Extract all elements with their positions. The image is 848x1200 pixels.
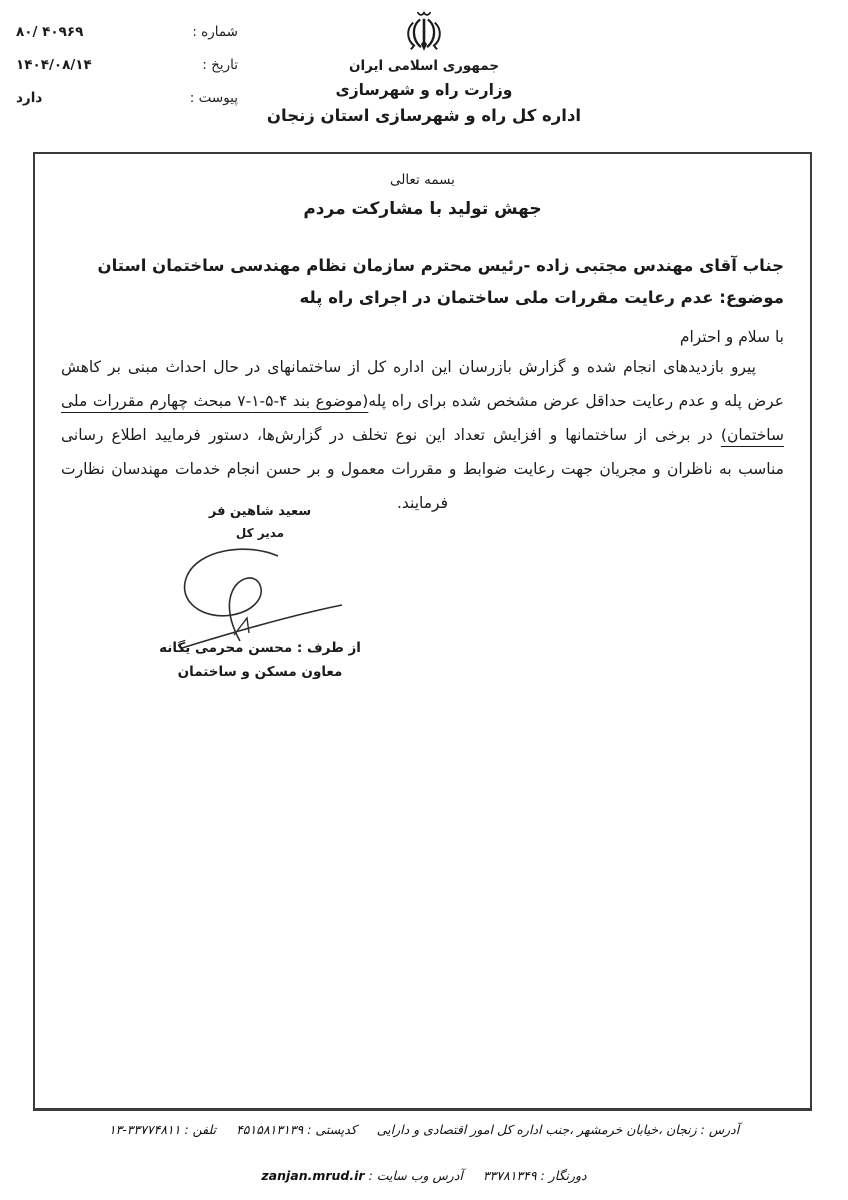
footer-website-url: zanjan.mrud.ir bbox=[261, 1168, 365, 1183]
salutation-line: با سلام و احترام bbox=[679, 328, 784, 346]
paragraph-text-after: در برخی از ساختمانها و افزایش تعداد این نوع تخلف در گزارش‌ها، دستور فرمایید اطلاع رسانی مناسب به ناظران و مجریان جهت رعایت ضوابط و مقررات معمول و بر حسن انجام خدمات مهندسان نظارت فرمایند. bbox=[61, 426, 784, 513]
letter-number-label: شماره : bbox=[192, 24, 238, 40]
footer-fax-label: دورنگار : bbox=[540, 1168, 587, 1183]
signature-block bbox=[135, 504, 385, 680]
letter-attachment-label: پیوست : bbox=[189, 90, 238, 106]
deputy-title: معاون مسکن و ساختمان bbox=[177, 664, 343, 680]
letterhead bbox=[0, 6, 848, 125]
signer-name: سعید شاهین فر bbox=[208, 504, 312, 519]
paragraph-text-before: پیرو بازدیدهای انجام شده و گزارش بازرسان این اداره کل از ساختمانهای در حال احداث مبنی بر کاهش عرض پله و عدم رعایت حداقل عرض مشخص شده برای راه پله bbox=[61, 358, 784, 411]
footer-address-line bbox=[0, 1122, 848, 1137]
year-slogan: جهش تولید با مشارکت مردم bbox=[303, 199, 542, 219]
letter-date-label: تاریخ : bbox=[202, 57, 238, 73]
footer-postal-label: کدپستی : bbox=[307, 1122, 357, 1137]
footer-postal-value: ۴۵۱۵۸۱۳۱۳۹ bbox=[236, 1122, 304, 1137]
on-behalf-name: از طرف : محسن محرمی یگانه bbox=[159, 640, 361, 656]
letter-main-paragraph bbox=[61, 350, 784, 520]
letterhead-country: جمهوری اسلامی ایران bbox=[348, 58, 500, 74]
footer-address: آدرس : زنجان ،خیابان خرمشهر ،جنب اداره کل امور اقتصادی و دارایی bbox=[376, 1122, 740, 1137]
letter-number-value: ۴۰۹۶۹ /۸۰ bbox=[16, 24, 84, 40]
letterhead-ministry: وزارت راه و شهرسازی bbox=[335, 81, 513, 99]
footer-contact-line bbox=[0, 1168, 848, 1183]
iran-national-emblem-icon bbox=[401, 6, 447, 56]
footer-website-label: آدرس وب سایت : bbox=[368, 1168, 463, 1183]
paragraph-underlined-regulation: (موضوع بند ۴-۵-۱-۷ مبحث چهارم مقررات ملی ساختمان) bbox=[61, 392, 784, 445]
besmeleh-text: بسمه تعالی bbox=[390, 172, 455, 188]
letterhead-department: اداره کل راه و شهرسازی استان زنجان bbox=[266, 106, 582, 125]
letter-attachment-value: دارد bbox=[16, 90, 43, 106]
footer-phone-label: تلفن : bbox=[184, 1122, 217, 1137]
addressee-line: جناب آقای مهندس مجتبی زاده -رئیس محترم سازمان نظام مهندسی ساختمان استان bbox=[97, 256, 784, 275]
footer-fax-value: ۳۳۷۸۱۳۴۹ bbox=[482, 1168, 537, 1183]
subject-line: موضوع: عدم رعایت مقررات ملی ساختمان در اجرای راه پله bbox=[299, 288, 784, 307]
signer-title: مدیر کل bbox=[235, 526, 285, 540]
footer-phone-value: ۳۳۷۷۴۸۱۱-۱۳ bbox=[108, 1122, 181, 1137]
letter-body-frame bbox=[33, 152, 812, 1111]
letter-date-value: ۱۴۰۴/۰۸/۱۴ bbox=[16, 57, 92, 73]
handwritten-signature-icon bbox=[170, 542, 350, 654]
